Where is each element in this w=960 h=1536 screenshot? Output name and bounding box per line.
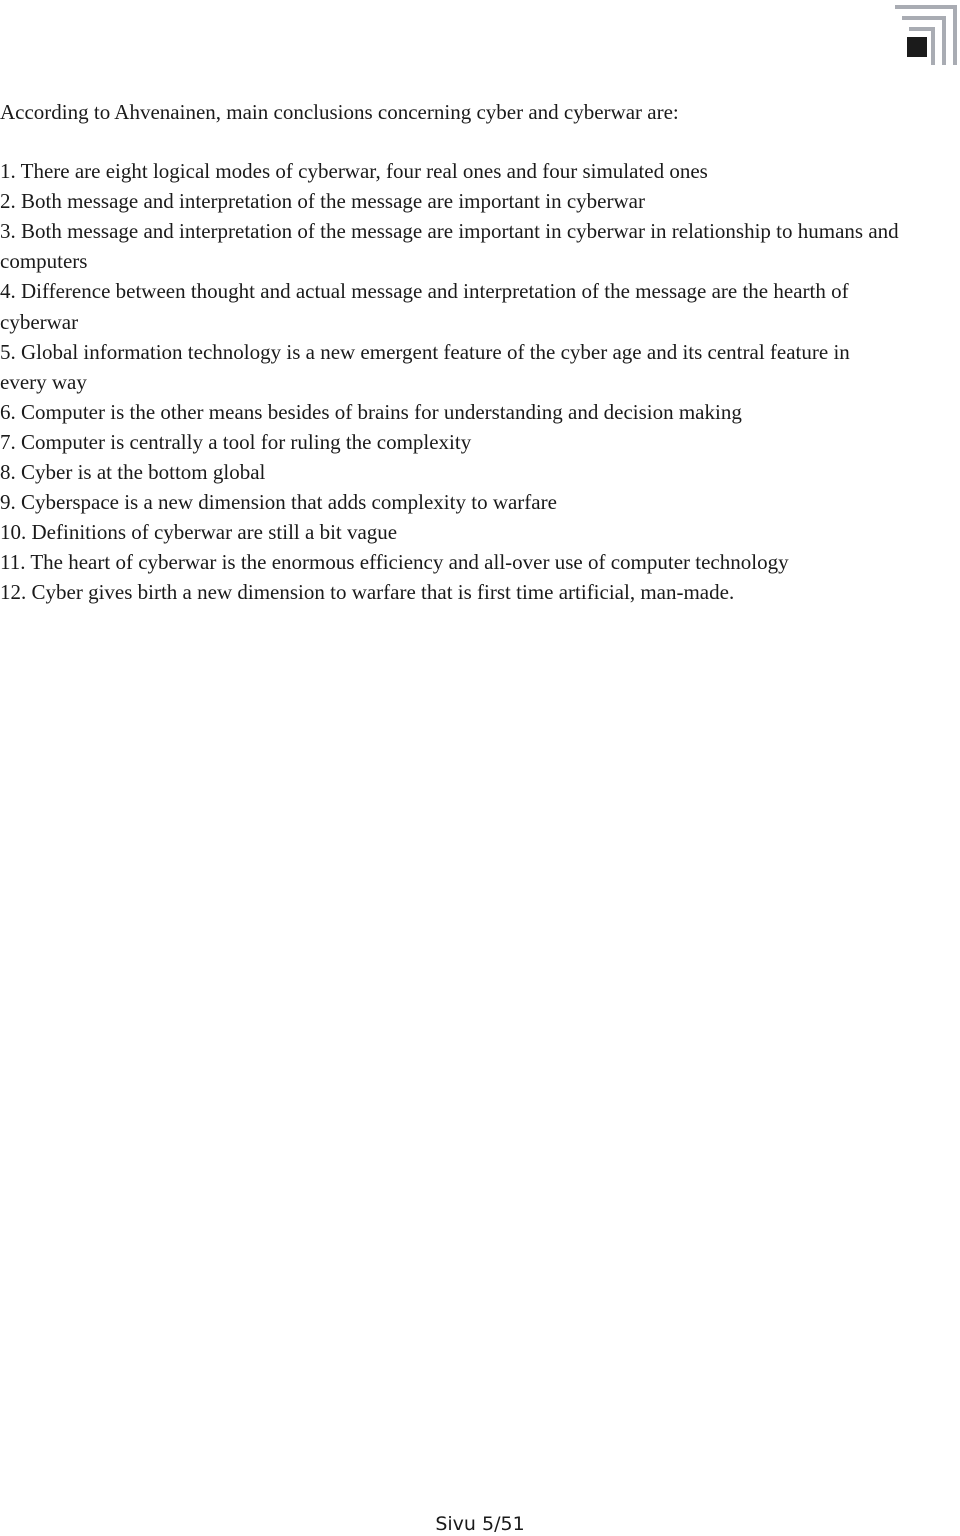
list-item: 4. Difference between thought and actual message and interpretation of the message are the hearth of cyberwar: [0, 279, 849, 334]
list-item: 12. Cyber gives birth a new dimension to warfare that is first time artificial, man-made.: [0, 580, 735, 605]
list-item: 10. Definitions of cyberwar are still a bit vague: [0, 520, 398, 545]
list-item: 8. Cyber is at the bottom global: [0, 460, 266, 485]
document-body: [0, 97, 900, 608]
list-item: 2. Both message and interpretation of the message are important in cyberwar: [0, 189, 645, 214]
list-item: 11. The heart of cyberwar is the enormous efficiency and all-over use of computer technology: [0, 550, 789, 575]
list-item: 6. Computer is the other means besides of brains for understanding and decision making: [0, 399, 742, 424]
list-item: 3. Both message and interpretation of the message are important in cyberwar in relationship to humans and computers: [0, 219, 899, 274]
intro-paragraph: According to Ahvenainen, main conclusions concerning cyber and cyberwar are:: [0, 100, 679, 124]
page-number: Sivu 5/51: [435, 1513, 525, 1535]
list-item: 7. Computer is centrally a tool for ruling the complexity: [0, 429, 472, 454]
list-item: 9. Cyberspace is a new dimension that adds complexity to warfare: [0, 490, 557, 515]
square-brackets-logo-icon: [894, 2, 958, 66]
list-item: 5. Global information technology is a new emergent feature of the cyber age and its central feature in every way: [0, 339, 850, 394]
list-item: 1. There are eight logical modes of cyberwar, four real ones and four simulated ones: [0, 159, 708, 184]
conclusions-list: [0, 156, 900, 607]
